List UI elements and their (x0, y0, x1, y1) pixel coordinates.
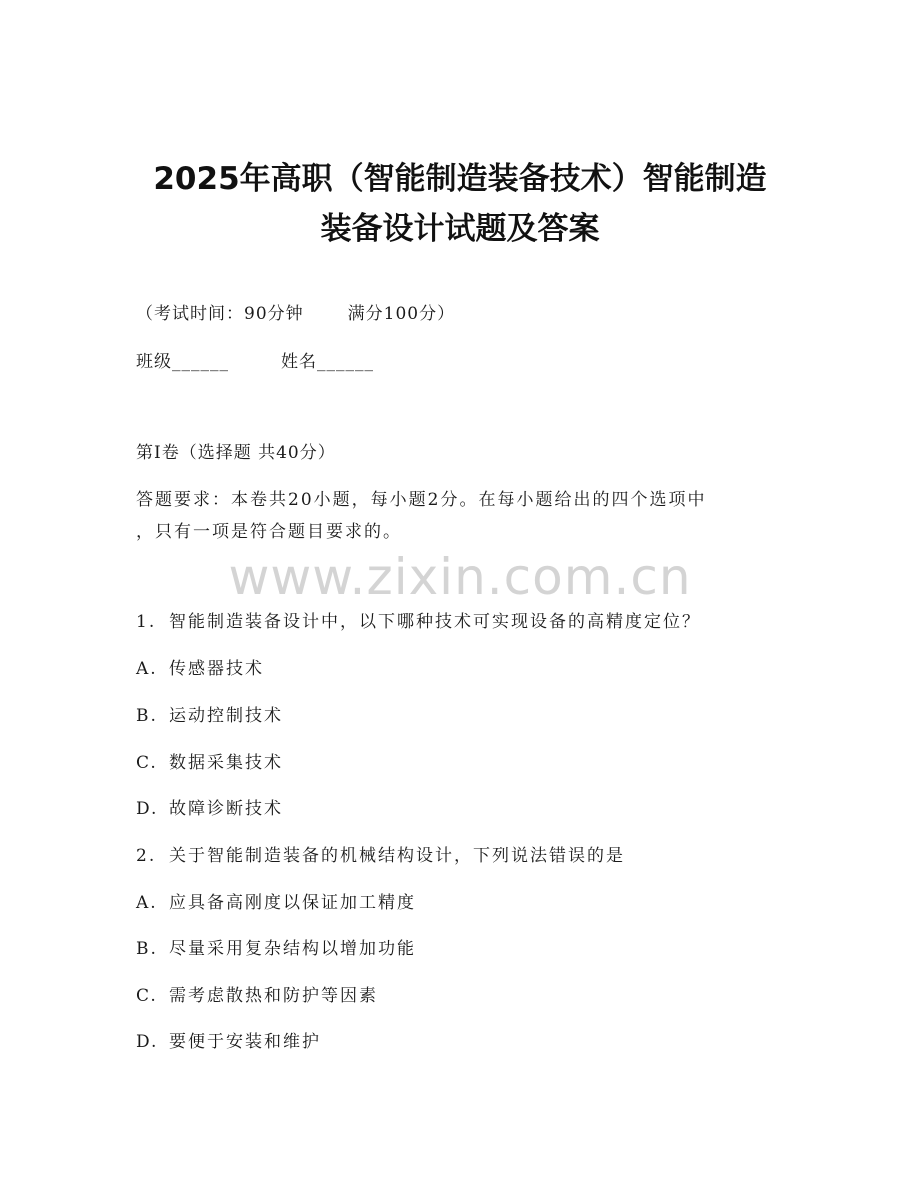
exam-info (136, 302, 455, 326)
option-text: 要便于安装和维护 (169, 1032, 321, 1052)
option-letter: B. (136, 939, 158, 959)
instructions-line-1: 答题要求：本卷共20小题，每小题2分。在每小题给出的四个选项中 (136, 490, 707, 510)
question-1-option-b (136, 704, 283, 728)
question-number: 2. (136, 846, 157, 866)
option-text: 应具备高刚度以保证加工精度 (169, 893, 416, 913)
question-1-option-a (136, 657, 264, 681)
option-text: 尽量采用复杂结构以增加功能 (169, 939, 416, 959)
document-title-line-2: 装备设计试题及答案 (320, 211, 600, 247)
question-2-stem (136, 844, 625, 868)
option-text: 故障诊断技术 (169, 799, 283, 819)
question-1-stem (136, 610, 701, 634)
option-letter: D. (136, 799, 159, 819)
question-2-option-b (136, 937, 416, 961)
option-letter: A. (136, 893, 158, 913)
option-text: 需考虑散热和防护等因素 (169, 986, 378, 1006)
option-letter: B. (136, 706, 158, 726)
document-title-line-1: 2025年高职（智能制造装备技术）智能制造 (153, 161, 767, 197)
question-2-option-d (136, 1030, 321, 1054)
instructions-line-2: ，只有一项是符合题目要求的。 (136, 522, 402, 542)
option-text: 运动控制技术 (169, 706, 283, 726)
question-2-option-c (136, 984, 378, 1008)
option-letter: A. (136, 659, 158, 679)
option-text: 传感器技术 (169, 659, 264, 679)
question-1-option-d (136, 797, 283, 821)
full-score: 满分100分） (347, 304, 456, 324)
exam-time: （考试时间：90分钟 (136, 304, 304, 324)
option-text: 数据采集技术 (169, 753, 283, 773)
option-letter: C. (136, 753, 158, 773)
option-letter: D. (136, 1032, 159, 1052)
option-letter: C. (136, 986, 158, 1006)
question-text: 智能制造装备设计中，以下哪种技术可实现设备的高精度定位？ (169, 612, 701, 632)
watermark: www.zixin.com.cn (228, 548, 692, 606)
question-2-option-a (136, 891, 416, 915)
question-number: 1. (136, 612, 157, 632)
question-1-option-c (136, 751, 283, 775)
question-text: 关于智能制造装备的机械结构设计，下列说法错误的是 (169, 846, 625, 866)
class-field-label: 班级______ (136, 352, 229, 372)
name-field-label: 姓名______ (281, 352, 374, 372)
student-info (136, 350, 374, 374)
section-title: 第I卷（选择题 共40分） (136, 443, 336, 463)
